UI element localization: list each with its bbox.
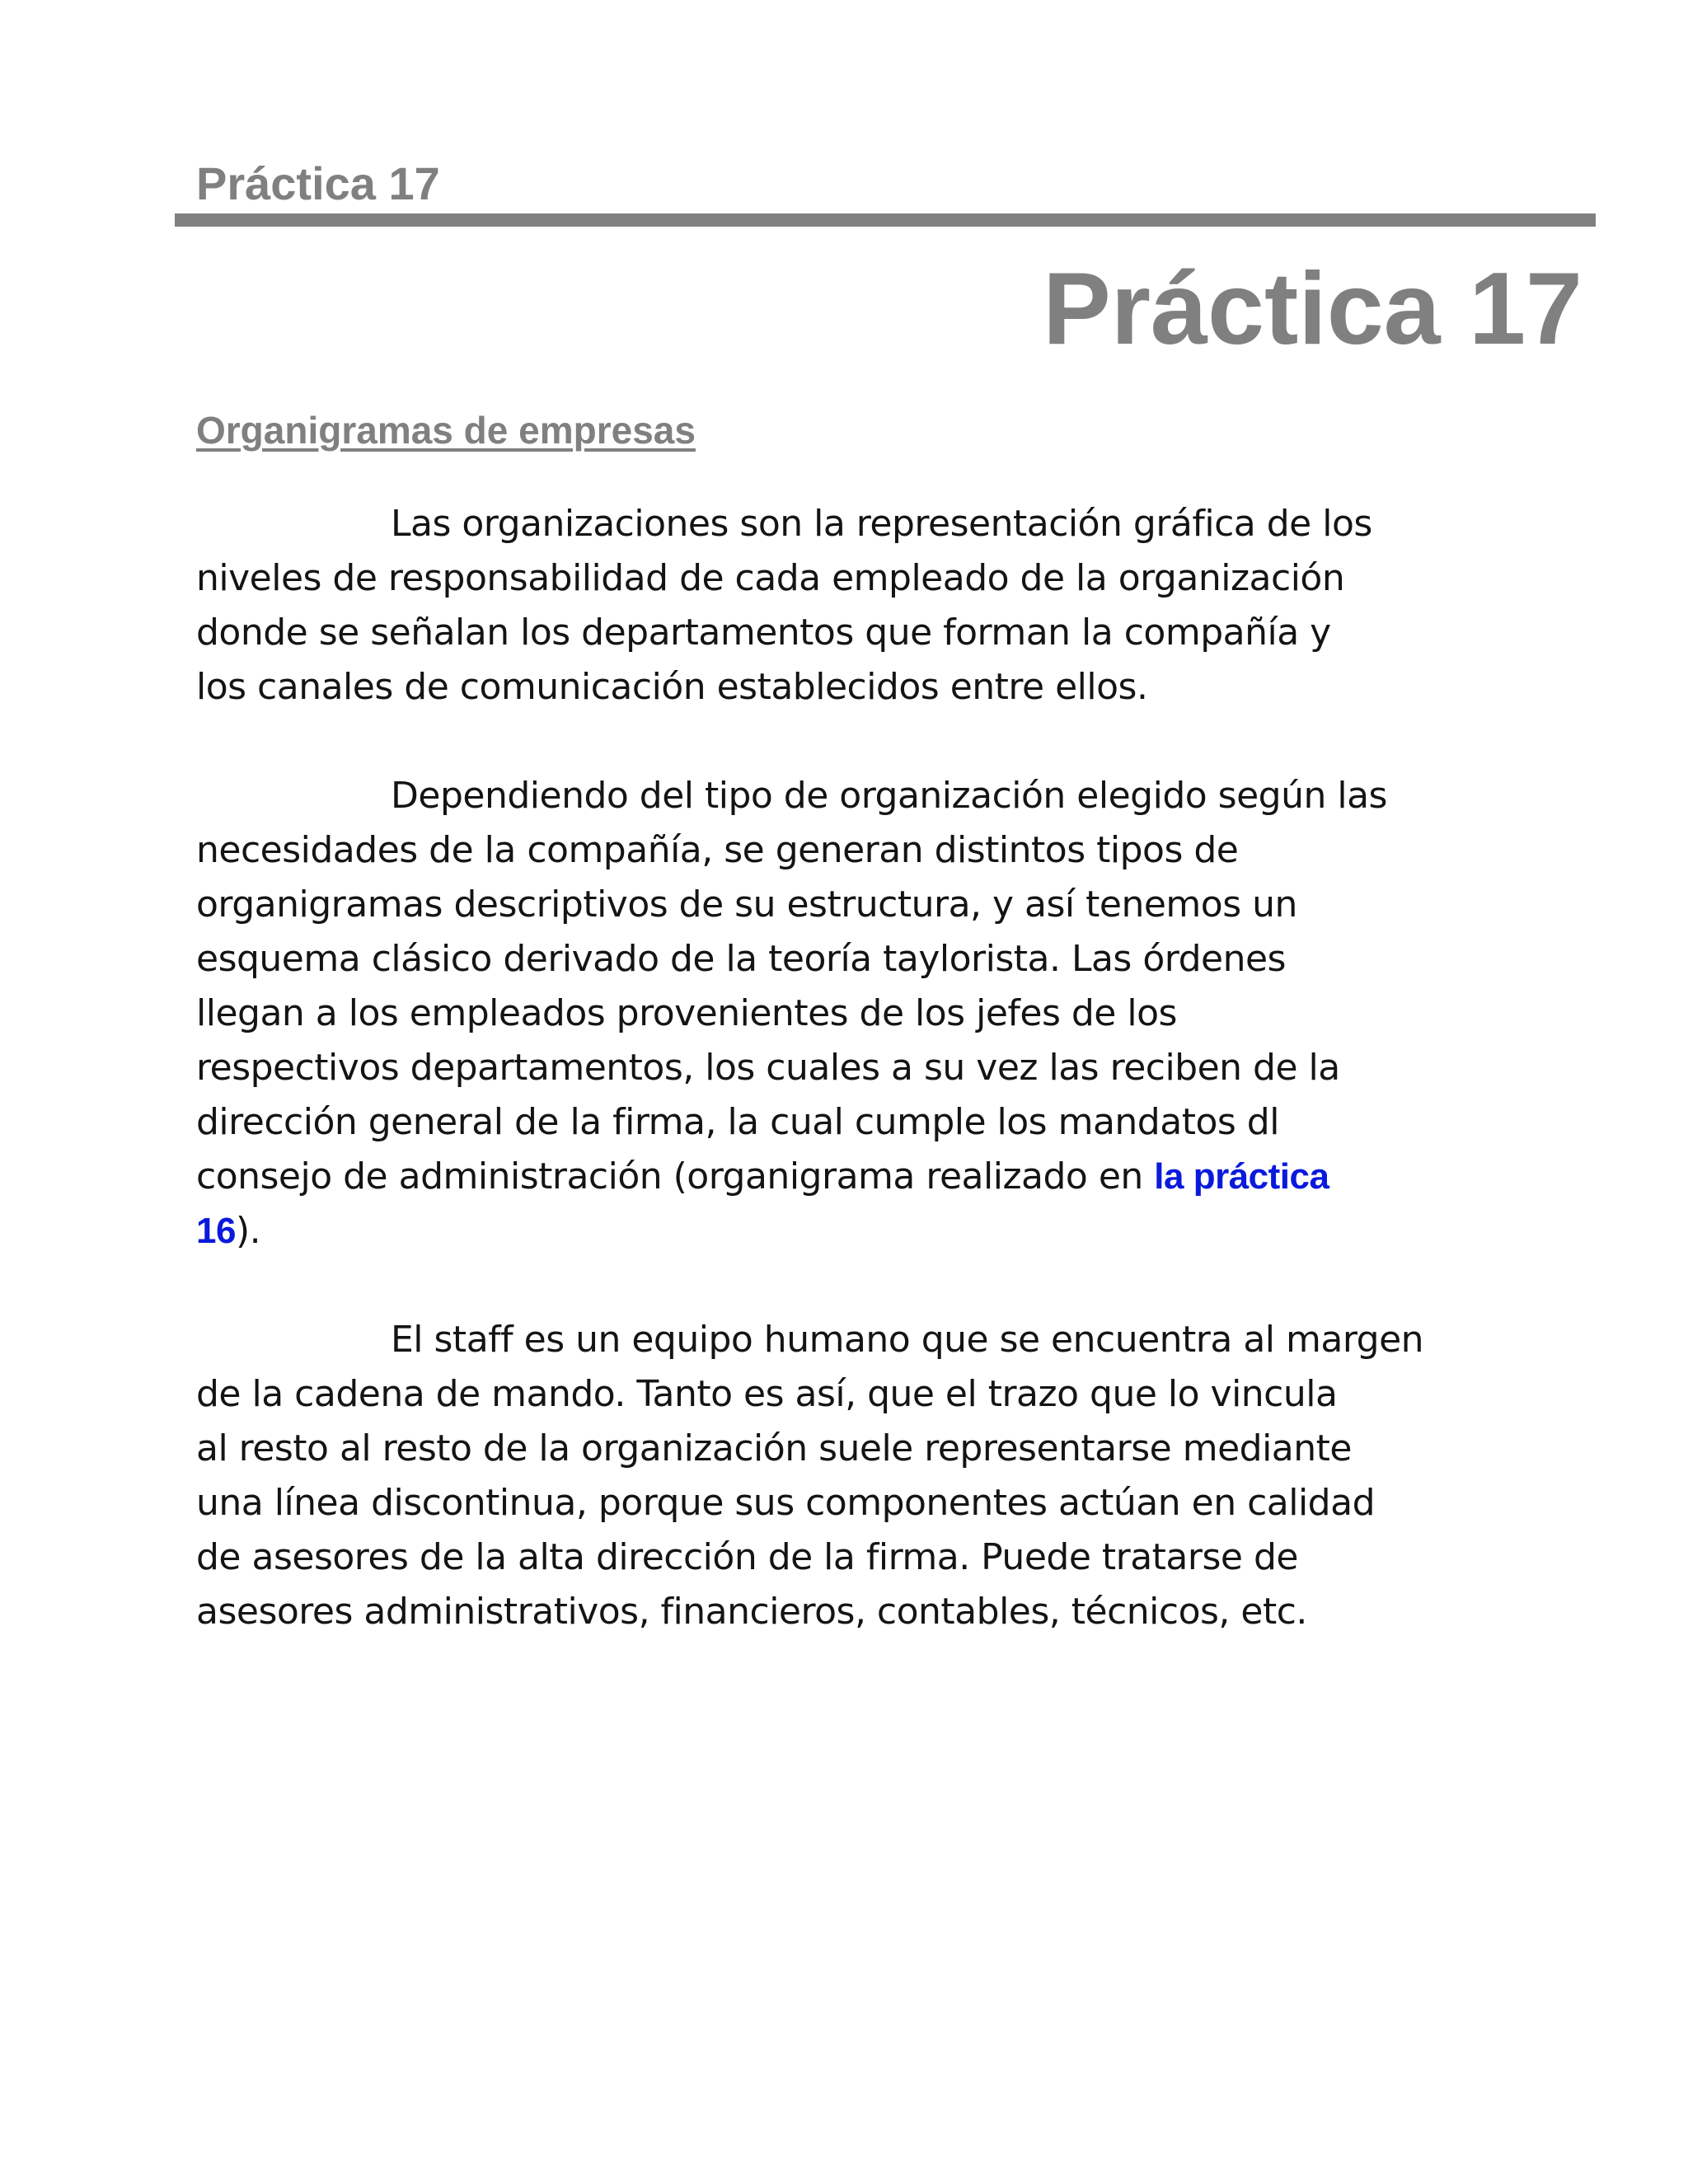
paragraph-line: esquema clásico derivado de la teoría taylorista. Las órdenes	[196, 938, 1286, 980]
page-title: Práctica 17	[1043, 252, 1582, 366]
paragraph-line: los canales de comunicación establecidos entre ellos.	[196, 666, 1148, 708]
paragraph-line: al resto al resto de la organización suele representarse mediante	[196, 1427, 1352, 1469]
paragraph-line: dirección general de la firma, la cual cumple los mandatos dl	[196, 1101, 1279, 1143]
paragraph-line: Dependiendo del tipo de organización elegido según las	[391, 775, 1387, 817]
paragraph-line-with-link	[196, 1204, 1498, 1258]
section-heading: Organigramas de empresas	[196, 409, 696, 452]
paragraph-tail: ).	[235, 1210, 261, 1252]
practice-16-link-part2[interactable]: 16	[196, 1211, 236, 1251]
header-rule	[175, 213, 1596, 227]
paragraph-1	[196, 497, 1498, 715]
paragraph-line: de la cadena de mando. Tanto es así, que el trazo que lo vincula	[196, 1373, 1338, 1415]
running-header: Práctica 17	[196, 157, 440, 209]
paragraph-line-text: consejo de administración (organigrama realizado en	[196, 1155, 1155, 1197]
paragraph-2	[196, 769, 1498, 1258]
paragraph-line: respectivos departamentos, los cuales a su vez las reciben de la	[196, 1047, 1340, 1089]
paragraph-line: llegan a los empleados provenientes de los jefes de los	[196, 992, 1177, 1034]
paragraph-line: niveles de responsabilidad de cada empleado de la organización	[196, 557, 1345, 599]
paragraph-line: asesores administrativos, financieros, contables, técnicos, etc.	[196, 1591, 1307, 1633]
paragraph-line-with-link	[196, 1150, 1498, 1204]
paragraph-line: Las organizaciones son la representación gráfica de los	[391, 503, 1372, 545]
practice-16-link-part1[interactable]: la práctica	[1154, 1156, 1329, 1197]
paragraph-line: organigramas descriptivos de su estructura, y así tenemos un	[196, 883, 1297, 926]
paragraph-line: donde se señalan los departamentos que forman la compañía y	[196, 612, 1331, 654]
paragraph-line: de asesores de la alta dirección de la firma. Puede tratarse de	[196, 1536, 1298, 1578]
paragraph-line: El staff es un equipo humano que se encuentra al margen	[391, 1319, 1424, 1361]
paragraph-line: necesidades de la compañía, se generan distintos tipos de	[196, 829, 1239, 871]
paragraph-line: una línea discontinua, porque sus componentes actúan en calidad	[196, 1482, 1375, 1524]
paragraph-3	[196, 1313, 1498, 1639]
